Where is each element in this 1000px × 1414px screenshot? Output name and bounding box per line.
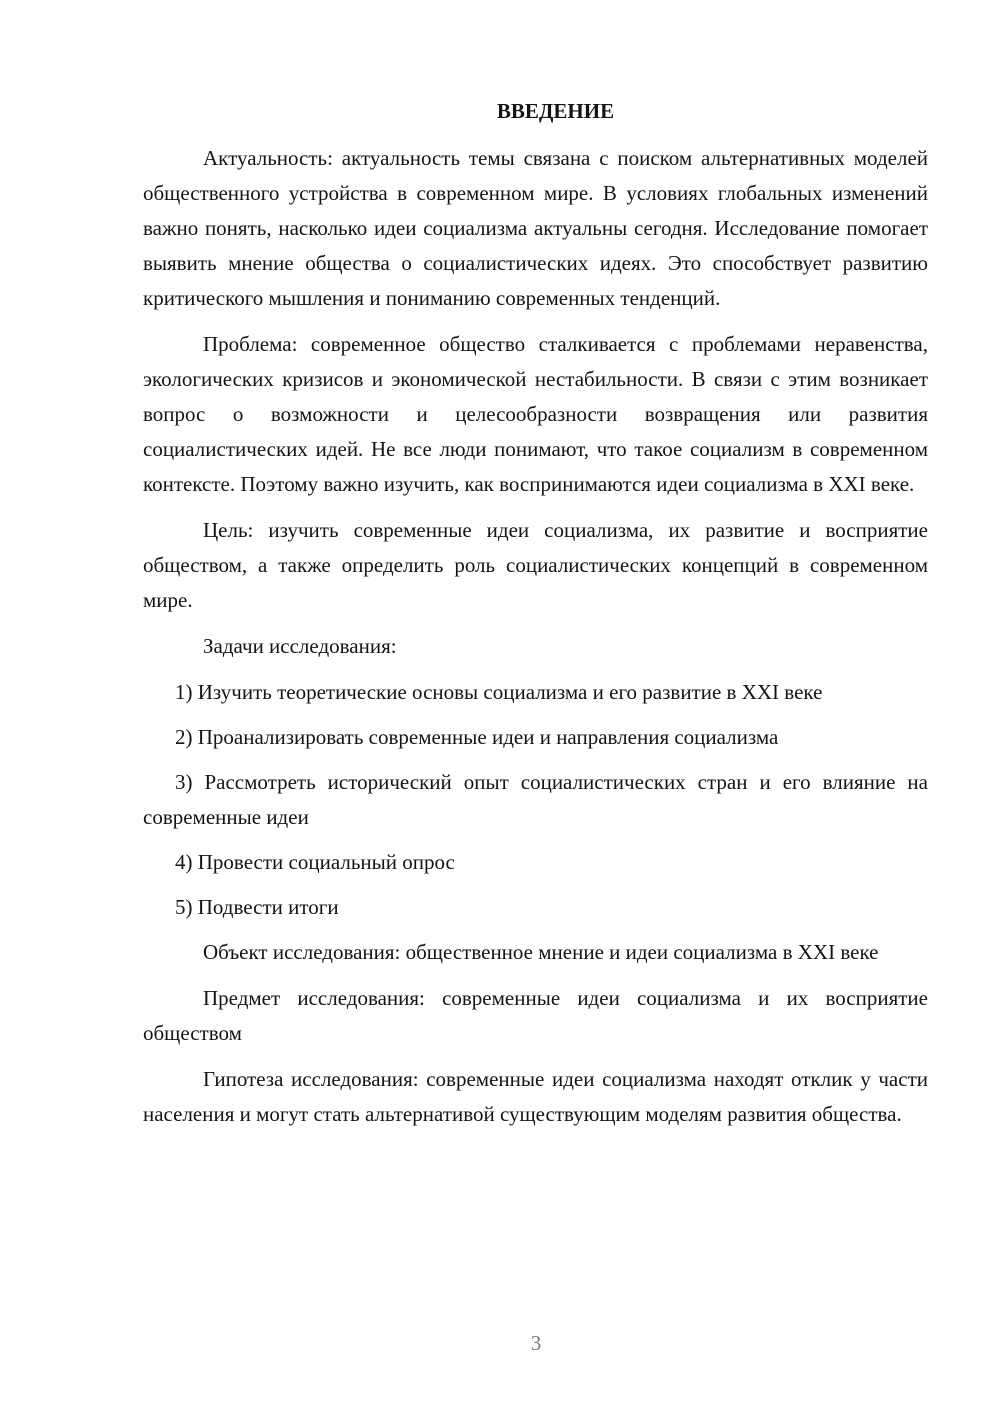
section-title: ВВЕДЕНИЕ (496, 99, 615, 123)
subject-paragraph: Предмет исследования: современные идеи социализма и их восприятие обществом (143, 986, 928, 1045)
task-item: 2) Проанализировать современные идеи и направления социализма (175, 725, 779, 749)
task-item: 4) Провести социальный опрос (175, 850, 455, 874)
task-item: 1) Изучить теоретические основы социализма и его развитие в XXI веке (175, 680, 823, 704)
task-item: 3) Рассмотреть исторический опыт социалистических стран и его влияние на современные идеи (143, 770, 928, 829)
page-number: 3 (530, 1331, 542, 1355)
goal-paragraph: Цель: изучить современные идеи социализма, их развитие и восприятие обществом, а также определить роль социалистических концепций в современном мире. (143, 518, 928, 612)
tasks-heading: Задачи исследования: (203, 634, 397, 658)
hypothesis-paragraph: Гипотеза исследования: современные идеи социализма находят отклик у части населения и могут стать альтернативой существующим моделям развития общества. (143, 1067, 928, 1126)
object-paragraph: Объект исследования: общественное мнение и идеи социализма в XXI веке (203, 940, 879, 964)
problem-paragraph: Проблема: современное общество сталкивается с проблемами неравенства, экологических кризисов и экономической нестабильности. В связи с этим возникает вопрос о возможности и целесообразности возвращения или развития социалистических идей. Не все люди понимают, что такое социализм в современном контексте. Поэтому важно изучить, как воспринимаются идеи социализма в XXI веке. (143, 332, 928, 496)
task-item: 5) Подвести итоги (175, 895, 339, 919)
document-body (143, 94, 928, 1143)
relevance-paragraph: Актуальность: актуальность темы связана с поиском альтернативных моделей общественного устройства в современном мире. В условиях глобальных изменений важно понять, насколько идеи социализма актуальны сегодня. Исследование помогает выявить мнение общества о социалистических идеях. Это способствует развитию критического мышления и пониманию современных тенденций. (143, 146, 928, 310)
